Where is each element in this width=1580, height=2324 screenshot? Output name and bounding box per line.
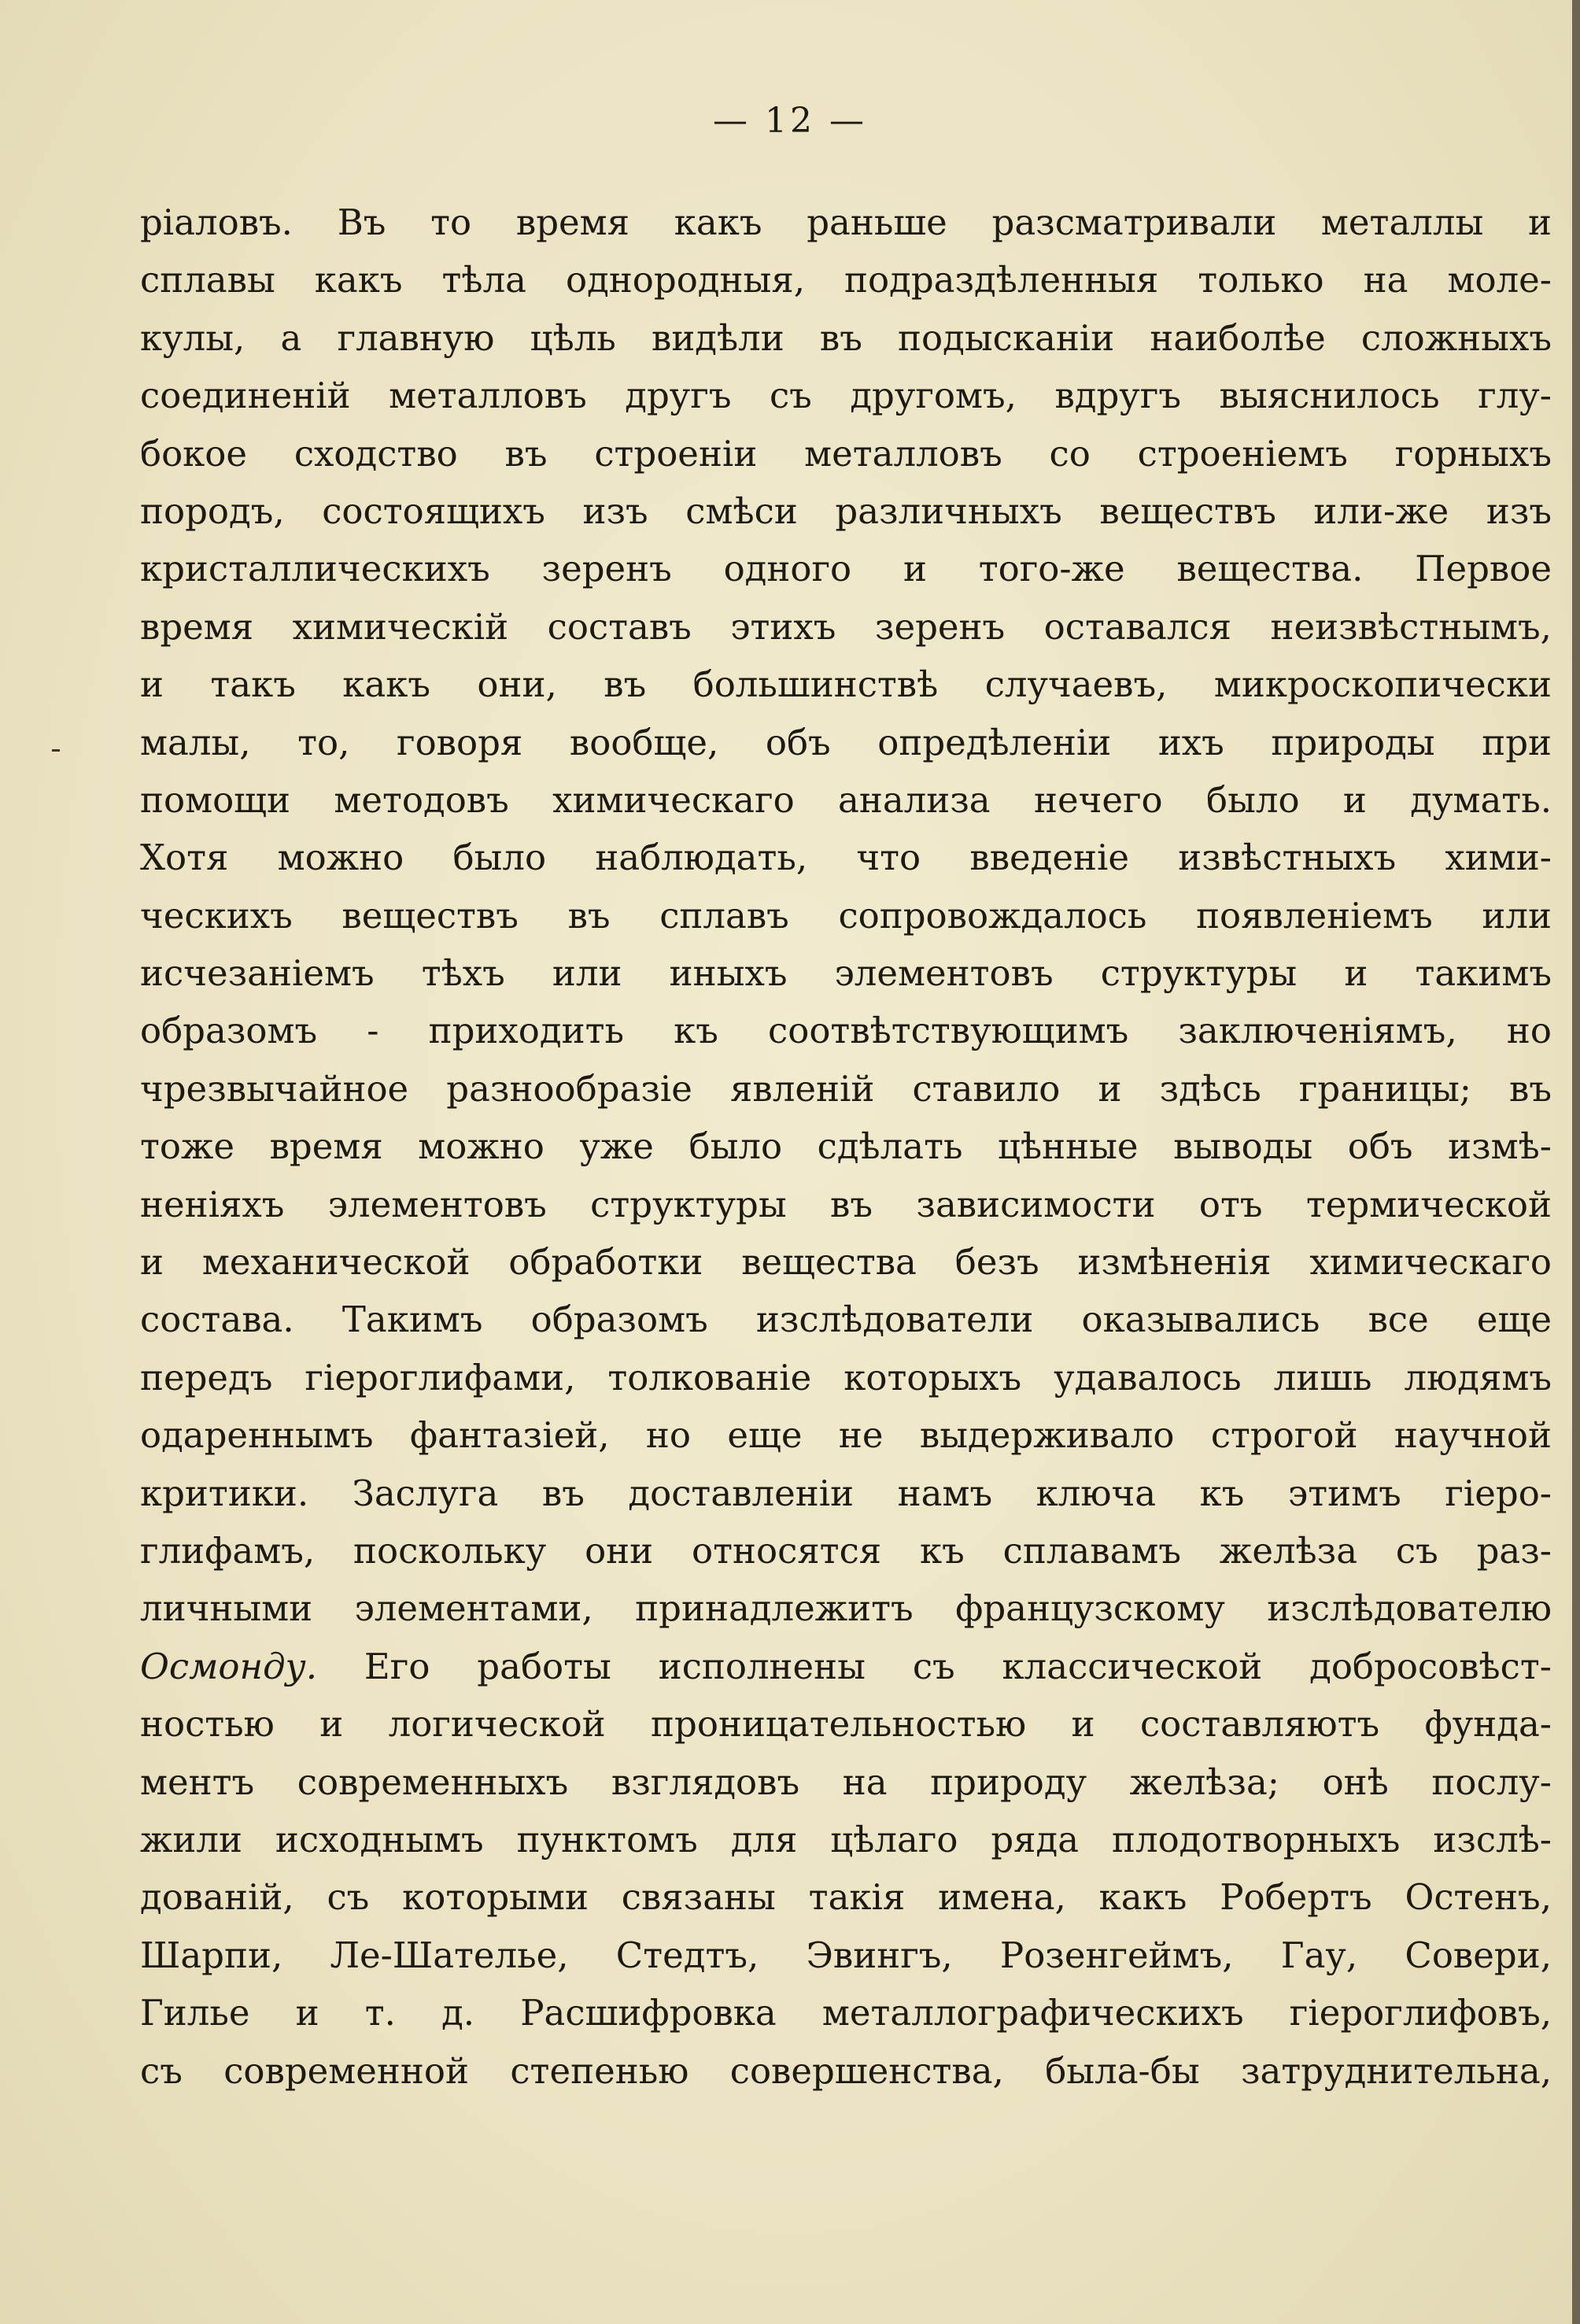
text-line: съ современной степенью совершенства, была-бы затруднительна, bbox=[140, 2049, 1552, 2092]
text-line: и механической обработки вещества безъ измѣненія химическаго bbox=[140, 1241, 1552, 1284]
text-line-with-italic bbox=[140, 1638, 1552, 1695]
text-line: чрезвычайное разнообразіе явленій ставило и здѣсь границы; въ bbox=[140, 1067, 1552, 1110]
text-line: породъ, состоящихъ изъ смѣси различныхъ веществъ или-же изъ bbox=[140, 490, 1552, 532]
text-line: состава. Такимъ образомъ изслѣдователи оказывались все еще bbox=[140, 1299, 1552, 1341]
text-line: передъ гіероглифами, толкованіе которыхъ удавалось лишь людямъ bbox=[140, 1356, 1552, 1398]
text-line: ческихъ веществъ въ сплавъ сопровождалось появленіемъ или bbox=[140, 894, 1552, 937]
body-text bbox=[140, 194, 1552, 2100]
text-line: малы, то, говоря вообще, объ опредѣленіи ихъ природы при bbox=[140, 721, 1552, 763]
text-line: и такъ какъ они, въ большинствѣ случаевъ, микроскопически bbox=[140, 663, 1552, 706]
text-line: ностью и логической проницательностью и составляютъ фунда- bbox=[140, 1703, 1552, 1746]
text-line: дованій, съ которыми связаны такія имена, какъ Робертъ Остенъ, bbox=[140, 1876, 1552, 1919]
text-line: время химическій составъ этихъ зеренъ оставался неизвѣстнымъ, bbox=[140, 605, 1552, 648]
page-edge bbox=[1572, 0, 1580, 2324]
text-line: кулы, а главную цѣль видѣли въ подысканіи наиболѣе сложныхъ bbox=[140, 316, 1552, 359]
text-line: тоже время можно уже было сдѣлать цѣнные выводы объ измѣ- bbox=[140, 1125, 1552, 1168]
text-line: неніяхъ элементовъ структуры въ зависимости отъ термической bbox=[140, 1183, 1552, 1225]
text-line: ріаловъ. Въ то время какъ раньше разсматривали металлы и bbox=[140, 201, 1552, 243]
text-line-rest: Его работы исполнены съ классической добросовѣст- bbox=[317, 1645, 1552, 1687]
text-line: критики. Заслуга въ доставленіи намъ ключа къ этимъ гіеро- bbox=[140, 1472, 1552, 1514]
text-line: жили исходнымъ пунктомъ для цѣлаго ряда плодотворныхъ изслѣ- bbox=[140, 1818, 1552, 1860]
text-line: ментъ современныхъ взглядовъ на природу желѣза; онѣ послу- bbox=[140, 1761, 1552, 1803]
text-line: личными элементами, принадлежитъ французскому изслѣдователю bbox=[140, 1587, 1552, 1630]
text-line: Гилье и т. д. Расшифровка металлографическихъ гіероглифовъ, bbox=[140, 1992, 1552, 2034]
text-line: бокое сходство въ строеніи металловъ со строеніемъ горныхъ bbox=[140, 432, 1552, 475]
text-line: помощи методовъ химическаго анализа нечего было и думать. bbox=[140, 778, 1552, 821]
margin-mark bbox=[52, 749, 60, 752]
text-line: исчезаніемъ тѣхъ или иныхъ элементовъ структуры и такимъ bbox=[140, 952, 1552, 995]
text-line: кристаллическихъ зеренъ одного и того-же вещества. Первое bbox=[140, 548, 1552, 590]
page-number: — 12 — bbox=[713, 101, 867, 141]
text-line: одареннымъ фантазіей, но еще не выдерживало строгой научной bbox=[140, 1414, 1552, 1457]
text-line: глифамъ, поскольку они относятся къ сплавамъ желѣза съ раз- bbox=[140, 1529, 1552, 1572]
text-line: соединеній металловъ другъ съ другомъ, вдругъ выяснилось глу- bbox=[140, 375, 1552, 417]
text-line: Хотя можно было наблюдать, что введеніе извѣстныхъ хими- bbox=[140, 837, 1552, 879]
italic-name: Осмонду. bbox=[140, 1645, 318, 1687]
text-line: сплавы какъ тѣла однородныя, подраздѣленныя только на моле- bbox=[140, 259, 1552, 301]
text-line: Шарпи, Ле-Шателье, Стедтъ, Эвингъ, Розенгеймъ, Гау, Совери, bbox=[140, 1934, 1552, 1976]
text-line: образомъ - приходить къ соотвѣтствующимъ заключеніямъ, но bbox=[140, 1010, 1552, 1052]
